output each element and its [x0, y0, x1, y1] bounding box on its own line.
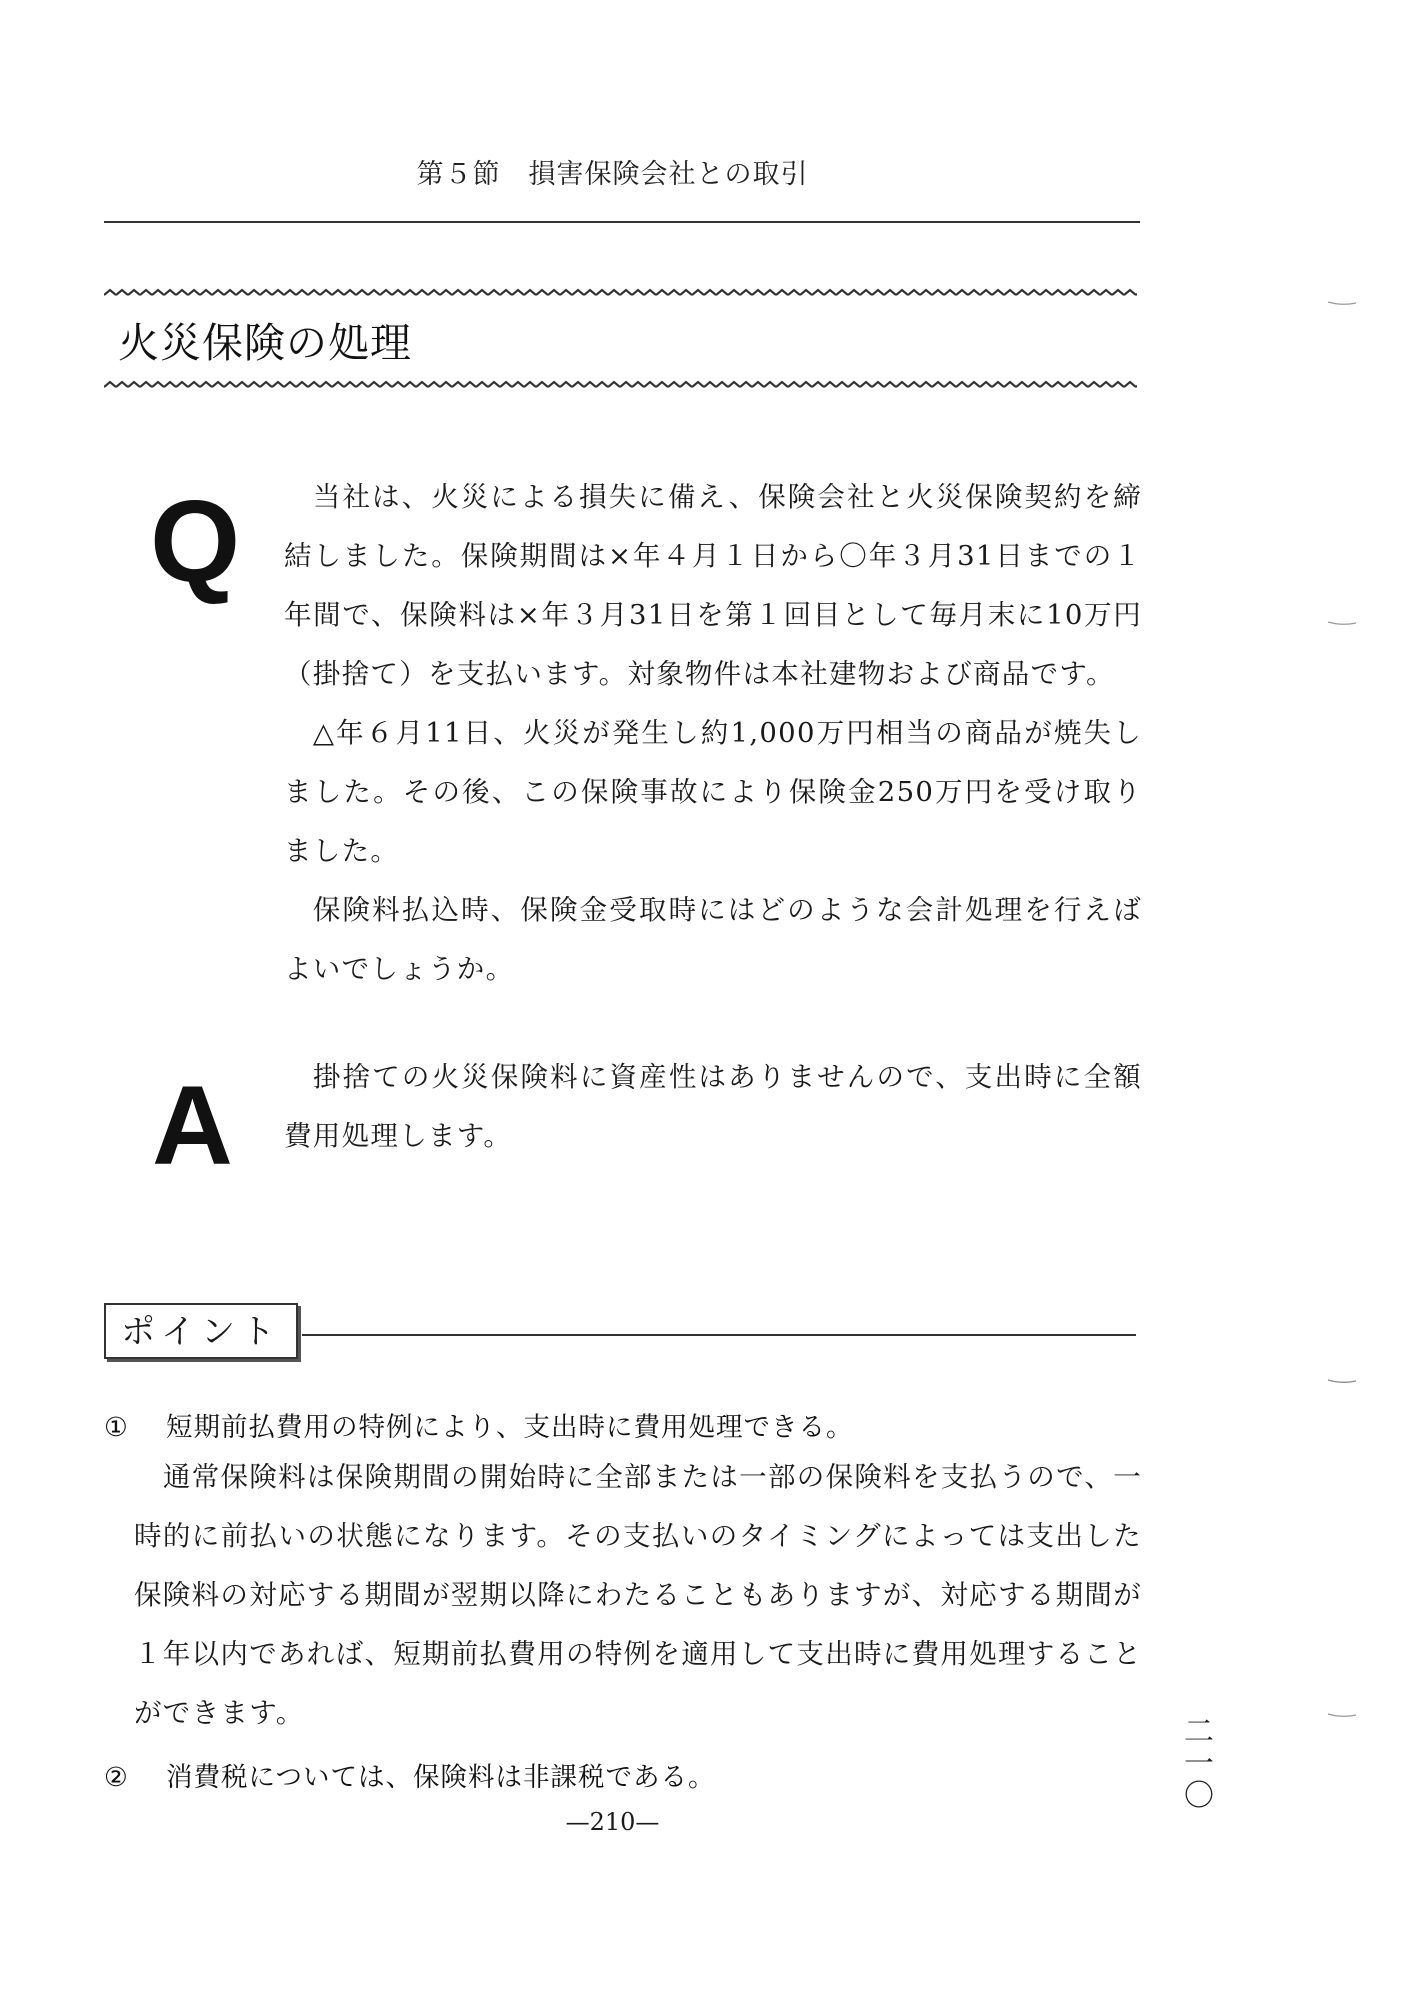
scan-edge-mark: [1327, 1378, 1357, 1384]
point-title-1: 短期前払費用の特例により、支出時に費用処理できる。: [166, 1412, 854, 1443]
zigzag-border-bottom: [104, 380, 1137, 389]
answer-text: [284, 1048, 1142, 1166]
zigzag-border-top: [104, 288, 1137, 297]
answer-marker: A: [152, 1063, 233, 1188]
point-heading: ポイント: [104, 1303, 298, 1359]
scan-edge-mark: [1327, 300, 1357, 306]
point-title-2: 消費税については、保険料は非課税である。: [166, 1762, 716, 1793]
point-body-1: [134, 1448, 1142, 1743]
chapter-header: 第５節 損害保険会社との取引: [416, 159, 809, 190]
question-paragraph-1: 当社は、火災による損失に備え、保険会社と火災保険契約を締結しました。保険期間は×年４月１日から〇年３月31日までの１年間で、保険料は×年３月31日を第１回目として毎月末に10万円（掛捨て）を支払います。対象物件は本社建物および商品です。: [284, 481, 1142, 690]
header-rule: [104, 221, 1140, 223]
question-paragraph-3: 保険料払込時、保険金受取時にはどのような会計処理を行えばよいでしょうか。: [284, 894, 1142, 985]
point-item-1: [104, 1405, 854, 1444]
scan-edge-mark: [1327, 620, 1357, 626]
answer-paragraph-1: 掛捨ての火災保険料に資産性はありませんので、支出時に全額費用処理します。: [284, 1061, 1142, 1152]
scan-edge-mark: [1327, 1712, 1357, 1718]
point-number-2: ②: [104, 1762, 129, 1793]
question-paragraph-2: △年６月11日、火災が発生し約1,000万円相当の商品が焼失しました。その後、この保険事故により保険金250万円を受け取りました。: [284, 717, 1142, 867]
question-text: [284, 468, 1142, 999]
side-page-number: 二一〇: [1178, 1715, 1213, 1811]
point-body-paragraph: 通常保険料は保険期間の開始時に全部または一部の保険料を支払うので、一時的に前払いの状態になります。その支払いのタイミングによっては支出した保険料の対応する期間が翌期以降にわたることもありますが、対応する期間が１年以内であれば、短期前払費用の特例を適用して支出時に費用処理することができます。: [134, 1461, 1142, 1729]
point-heading-rule: [302, 1334, 1136, 1336]
question-marker: Q: [150, 476, 241, 606]
point-number-1: ①: [104, 1412, 129, 1443]
point-item-2: [104, 1755, 715, 1794]
section-title: 火災保険の処理: [118, 319, 412, 367]
page-number: —210—: [565, 1808, 660, 1836]
